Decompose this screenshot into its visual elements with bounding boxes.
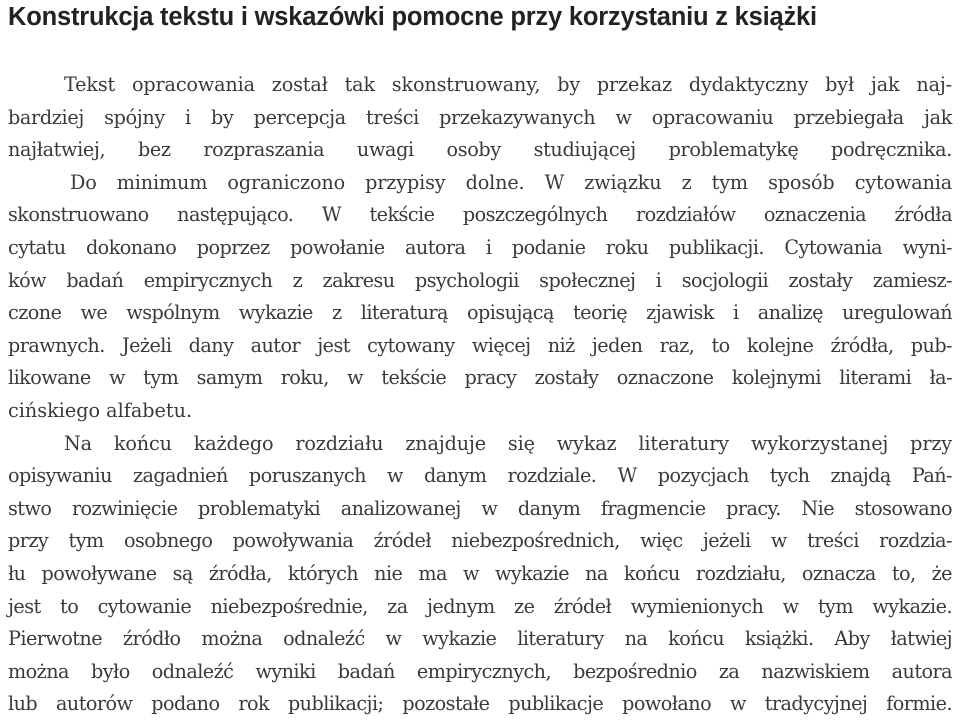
body-text xyxy=(8,69,952,721)
text-line: Na końcu każdego rozdziału znajduje się wykaz literatury wykorzystanej przy xyxy=(64,431,952,455)
text-line: ków badań empirycznych z zakresu psychologii społecznej i socjologii zostały zamiesz- xyxy=(8,268,952,292)
text-line: stwo rozwinięcie problematyki analizowanej w danym fragmencie pracy. Nie stosowano xyxy=(8,496,952,520)
text-line: Pierwotne źródło można odnaleźć w wykazie literatury na końcu książki. Aby łatwiej xyxy=(8,627,952,651)
text-line: jest to cytowanie niebezpośrednie, za jednym ze źródeł wymienionych w tym wykazie. xyxy=(8,594,952,618)
text-line: likowane w tym samym roku, w tekście pracy zostały oznaczone kolejnymi literami ła- xyxy=(8,366,952,390)
text-line: skonstruowano następująco. W tekście poszczególnych rozdziałów oznaczenia źródła xyxy=(8,203,952,227)
text-line: lub autorów podano rok publikacji; pozostałe publikacje powołano w tradycyjnej formie. xyxy=(8,692,952,716)
text-line: bardziej spójny i by percepcja treści przekazywanych w opracowaniu przebiegała jak xyxy=(8,105,952,129)
section-heading: Konstrukcja tekstu i wskazówki pomocne przy korzystaniu z książki xyxy=(8,3,817,31)
text-line: można było odnaleźć wyniki badań empirycznych, bezpośrednio za nazwiskiem autora xyxy=(8,659,952,683)
text-line: Tekst opracowania został tak skonstruowany, by przekaz dydaktyczny był jak naj- xyxy=(64,73,952,96)
text-line: łu powoływane są źródła, których nie ma w wykazie na końcu rozdziału, oznacza to, że xyxy=(8,561,952,585)
text-line: cytatu dokonano poprzez powołanie autora i podanie roku publikacji. Cytowania wyni- xyxy=(8,235,952,259)
text-line: opisywaniu zagadnień poruszanych w danym rozdziale. W pozycjach tych znajdą Pań- xyxy=(8,464,952,488)
text-line: cińskiego alfabetu. xyxy=(8,398,193,422)
text-line: najłatwiej, bez rozpraszania uwagi osoby studiującej problematykę podręcznika. xyxy=(8,138,952,162)
text-line: przy tym osobnego powoływania źródeł niebezpośrednich, więc jeżeli w treści rozdzia- xyxy=(8,529,952,553)
text-line: prawnych. Jeżeli dany autor jest cytowany więcej niż jeden raz, to kolejne źródła, pub- xyxy=(8,333,952,357)
text-line: Do minimum ograniczono przypisy dolne. W związku z tym sposób cytowania xyxy=(70,170,952,194)
text-line: czone we wspólnym wykazie z literaturą opisującą teorię zjawisk i analizę uregulowań xyxy=(8,301,952,325)
